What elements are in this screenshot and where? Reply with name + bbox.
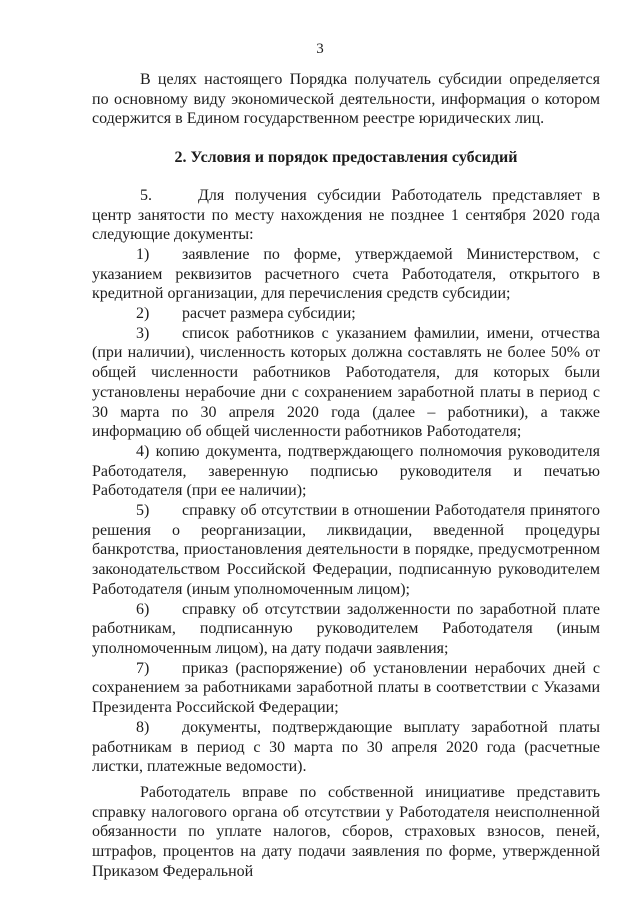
list-item-8	[92, 718, 600, 777]
item-number: 1)	[136, 245, 150, 263]
list-item-6	[92, 600, 600, 659]
item-text: документы, подтверждающие выплату заработной платы работникам в период с 30 марта по 30 апреля 2020 года (расчетные листки, платежные ведомости).	[92, 718, 600, 776]
list-item-3	[92, 324, 600, 442]
list-item-7	[92, 659, 600, 718]
item-number: 2)	[136, 305, 150, 323]
list-item-4	[92, 442, 600, 501]
final-paragraph: Работодатель вправе по собственной инициативе представить справку налогового органа об отсутствии у Работодателя неисполненной обязанности по уплате налогов, сборов, страховых взносов, пеней, штрафов, процентов на дату подачи заявления по форме, утвержденной Приказом Федеральной	[92, 783, 600, 880]
list-item-5	[92, 501, 600, 600]
clause-number: 5.	[140, 186, 152, 204]
page-number: 3	[316, 41, 324, 57]
clause-5	[92, 186, 600, 245]
item-text: заявление по форме, утверждаемой Министерством, с указанием реквизитов расчетного счета Работодателя, открытого в кредитной организации, для перечисления средств субсидии;	[92, 245, 600, 303]
item-text: справку об отсутствии задолженности по заработной плате работникам, подписанную руководителем Работодателя (иным уполномоченным лицом), на дату подачи заявления;	[92, 600, 600, 657]
item-number: 5)	[136, 502, 150, 520]
document-body	[92, 70, 600, 881]
item-text: приказ (распоряжение) об установлении нерабочих дней с сохранением за работниками заработной платы в соответствии с Указами Президента Российской Федерации;	[92, 659, 600, 717]
item-text: список работников с указанием фамилии, имени, отчества (при наличии), численность которых должна составлять не более 50% от общей численности работников Работодателя, для которых были установлены нерабочие дни с сохранением заработной платы в период с 30 марта по 30 апреля 2020 года (далее – работники), а также информацию об общей численности работников Работодателя;	[92, 324, 600, 441]
item-number: 7)	[136, 659, 150, 677]
list-item-2	[92, 304, 600, 324]
item-number: 4)	[136, 442, 150, 460]
section-title: 2. Условия и порядок предоставления субсидий	[174, 149, 518, 167]
item-text: копию документа, подтверждающего полномочия руководителя Работодателя, заверенную подписью руководителя и печатью Работодателя (при ее наличии);	[92, 442, 601, 500]
list-item-1	[92, 245, 600, 304]
item-number: 3)	[136, 324, 150, 342]
item-number: 8)	[136, 718, 150, 736]
item-text: расчет размера субсидии;	[182, 305, 356, 323]
intro-paragraph: В целях настоящего Порядка получатель субсидии определяется по основному виду экономической деятельности, информация о котором содержится в Едином государственном реестре юридических лиц.	[92, 71, 600, 128]
item-number: 6)	[136, 600, 150, 618]
item-text: справку об отсутствии в отношении Работодателя принятого решения о реорганизации, ликвидации, введенной процедуры банкротства, приостановления деятельности в порядке, предусмотренном законодательством Российской Федерации, подписанную руководителем Работодателя (иным уполномоченным лицом);	[92, 502, 600, 598]
clause-text: Для получения субсидии Работодатель представляет в центр занятости по месту нахождения не позднее 1 сентября 2020 года следующие документы:	[92, 186, 600, 244]
